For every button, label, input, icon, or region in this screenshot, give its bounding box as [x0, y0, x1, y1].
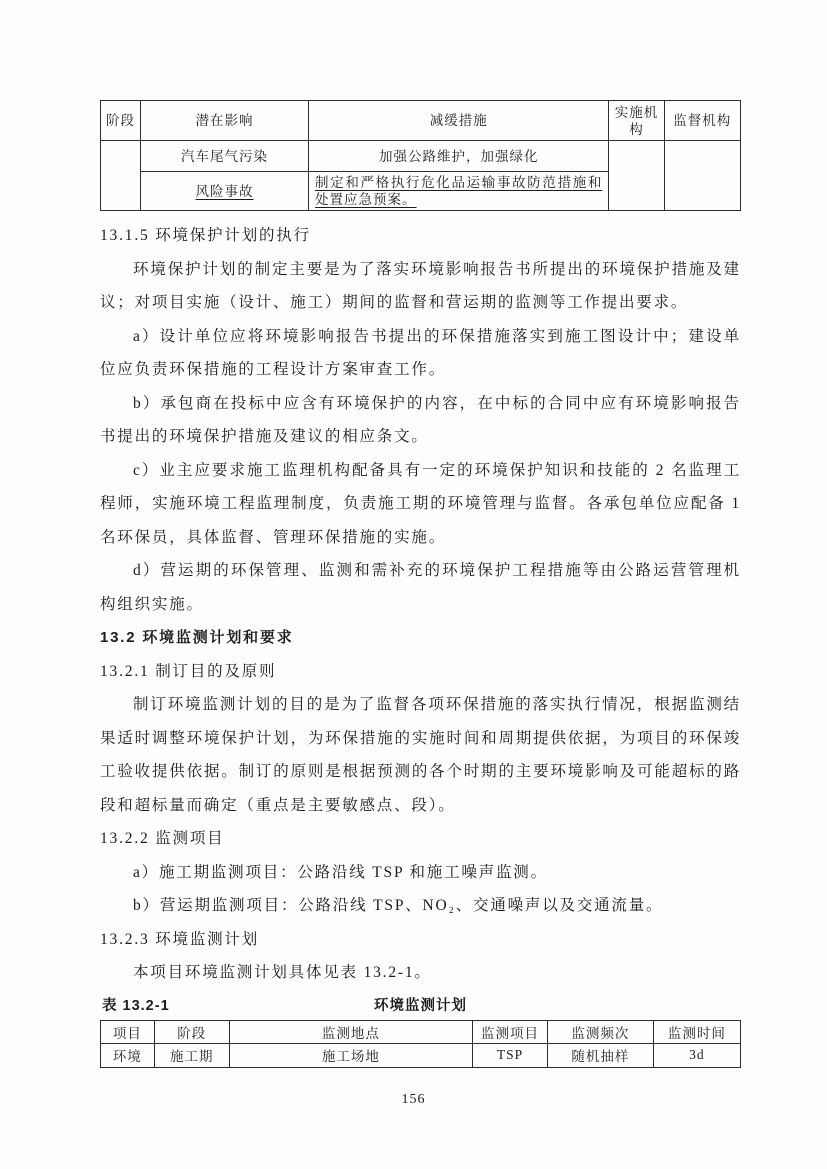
header-cell-measure: 减缓措施	[309, 101, 609, 141]
header-cell-frequency: 监测频次	[548, 1020, 654, 1043]
section-heading-1322: 13.2.2 监测项目	[100, 830, 225, 847]
cell-project: 环境	[101, 1043, 155, 1067]
header-cell-item: 监测项目	[472, 1020, 547, 1043]
section-heading-1323: 13.2.3 环境监测计划	[100, 930, 260, 948]
table-row	[101, 141, 741, 172]
monitoring-table	[100, 1020, 741, 1068]
body-text	[100, 219, 741, 990]
mitigation-table	[100, 100, 741, 211]
header-cell-supervise: 监督机构	[664, 101, 740, 141]
section-heading-1315: 13.1.5 环境保护计划的执行	[100, 227, 311, 244]
page-number: 156	[401, 1092, 426, 1107]
list-item-d: d）营运期的环保管理、监测和需补充的环境保护工程措施等由公路运营管理机构组织实施。	[100, 562, 741, 613]
cell-supervise-empty	[664, 141, 740, 211]
section-heading-1321: 13.2.1 制订目的及原则	[100, 662, 277, 680]
cell-stage-empty	[101, 141, 141, 211]
paragraph: 环境保护计划的制定主要是为了落实环境影响报告书所提出的环境保护措施及建议；对项目实施（设计、施工）期间的监督和营运期的监测等工作提出要求。	[100, 260, 741, 311]
header-cell-project: 项目	[101, 1020, 155, 1043]
header-cell-time: 监测时间	[653, 1020, 740, 1043]
cell-measure-exhaust: 加强公路维护，加强绿化	[309, 141, 609, 172]
header-cell-phase: 阶段	[154, 1020, 229, 1043]
table-row	[101, 1043, 741, 1067]
mitigation-table-header-row	[101, 101, 741, 141]
header-cell-implement: 实施机构	[609, 101, 664, 141]
cell-time: 3d	[653, 1043, 740, 1067]
cell-item: TSP	[472, 1043, 547, 1067]
list-item-a: a）施工期监测项目：公路沿线 TSP 和施工噪声监测。	[133, 863, 548, 881]
cell-frequency: 随机抽样	[548, 1043, 654, 1067]
cell-measure-risk: 制定和严格执行危化品运输事故防范措施和处置应急预案。	[309, 172, 609, 211]
caption-title: 环境监测计划	[374, 997, 467, 1014]
cell-location: 施工场地	[229, 1043, 472, 1067]
header-cell-impact: 潜在影响	[141, 101, 309, 141]
cell-implement-empty	[609, 141, 664, 211]
monitoring-table-header-row	[101, 1020, 741, 1043]
cell-impact-exhaust: 汽车尾气污染	[141, 141, 309, 172]
list-item-b: b）营运期监测项目：公路沿线 TSP、NO₂、交通噪声以及交通流量。	[133, 897, 664, 914]
list-item-c: c）业主应要求施工监理机构配备具有一定的环境保护知识和技能的 2 名监理工程师，实施环境工程监理制度，负责施工期的环境管理与监督。各承包单位应配备 1 名环保员，具体监督、管理环保措施的实施。	[100, 461, 741, 546]
header-cell-stage: 阶段	[101, 101, 141, 141]
page-content	[100, 100, 741, 1068]
list-item-b: b）承包商在投标中应含有环境保护的内容，在中标的合同中应有环境影响报告书提出的环境保护措施及建议的相应条文。	[100, 394, 741, 445]
paragraph: 本项目环境监测计划具体见表 13.2-1。	[133, 964, 432, 981]
cell-impact-risk: 风险事故	[141, 172, 309, 211]
paragraph: 制订环境监测计划的目的是为了监督各项环保措施的落实执行情况，根据监测结果适时调整环境保护计划，为环保措施的实施时间和周期提供依据，为项目的环保竣工验收提供依据。制订的原则是根据预测的各个时期的主要环境影响及可能超标的路段和超标量而确定（重点是主要敏感点、段）。	[100, 696, 741, 814]
table-caption	[100, 992, 741, 1020]
header-cell-location: 监测地点	[229, 1020, 472, 1043]
section-heading-132: 13.2 环境监测计划和要求	[100, 629, 294, 646]
list-item-a: a）设计单位应将环境影响报告书提出的环保措施落实到施工图设计中；建设单位应负责环保措施的工程设计方案审查工作。	[100, 327, 741, 378]
cell-phase: 施工期	[154, 1043, 229, 1067]
caption-label: 表 13.2-1	[102, 997, 170, 1014]
